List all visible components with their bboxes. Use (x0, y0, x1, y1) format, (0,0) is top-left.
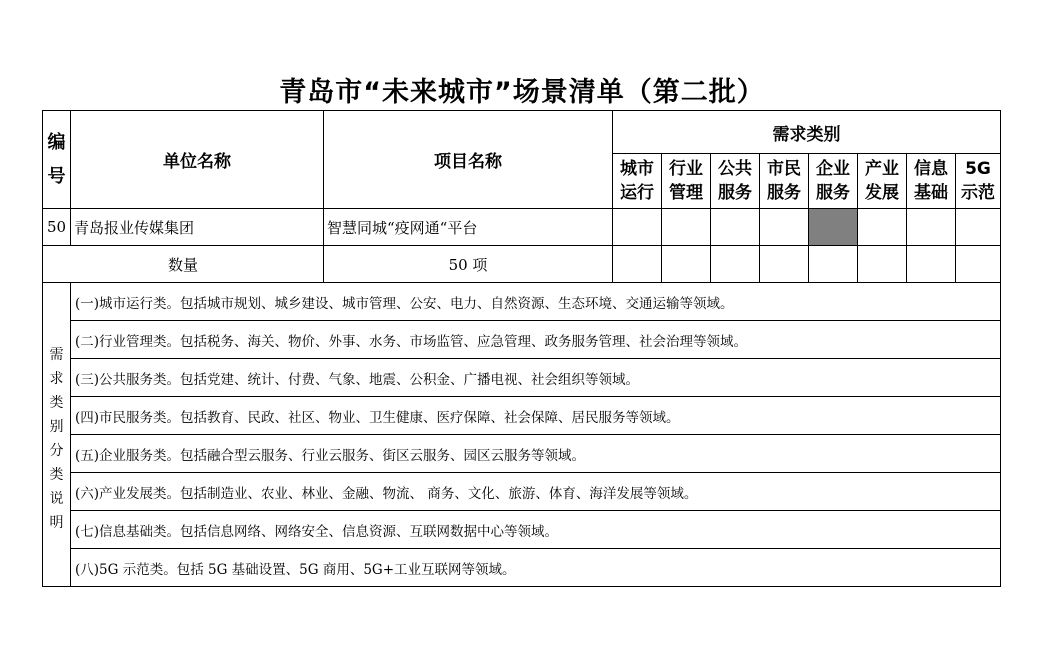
row-cell-info-infrastructure (907, 209, 956, 246)
note-item: (四)市民服务类。包括教育、民政、社区、物业、卫生健康、医疗保障、社会保障、居民服务等领域。 (71, 397, 1001, 435)
category-info-infrastructure: 信息 基础 (907, 154, 956, 209)
header-demand-category: 需求类别 (613, 111, 1001, 154)
row-no: 50 (43, 209, 71, 246)
document-title: 青岛市“未来城市”场景清单（第二批） (279, 77, 765, 108)
header-project-name: 项目名称 (324, 111, 613, 209)
row-project-name: 智慧同城“疫网通“平台 (324, 209, 613, 246)
header-unit-name: 单位名称 (71, 111, 324, 209)
category-citizen-service: 市民 服务 (760, 154, 809, 209)
category-5g-demo: 5G 示范 (956, 154, 1001, 209)
note-item: (一)城市运行类。包括城市规划、城乡建设、城市管理、公安、电力、自然资源、生态环境、交通运输等领域。 (71, 283, 1001, 321)
note-item: (七)信息基础类。包括信息网络、网络安全、信息资源、互联网数据中心等领域。 (71, 511, 1001, 549)
row-cell-industry-development (858, 209, 907, 246)
category-enterprise-service: 企业 服务 (809, 154, 858, 209)
row-cell-city-operation (613, 209, 662, 246)
note-item: (八)5G 示范类。包括 5G 基础设置、5G 商用、5G+工业互联网等领域。 (71, 549, 1001, 587)
row-cell-industry-management (662, 209, 711, 246)
row-cell-public-service (711, 209, 760, 246)
count-value: 50 项 (324, 246, 613, 283)
category-city-operation: 城市 运行 (613, 154, 662, 209)
note-item: (二)行业管理类。包括税务、海关、物价、外事、水务、市场监管、应急管理、政务服务管理、社会治理等领域。 (71, 321, 1001, 359)
header-no: 编 号 (43, 111, 71, 209)
row-cell-citizen-service (760, 209, 809, 246)
notes-label: 需 求 类 别 分 类 说 明 (43, 283, 71, 587)
row-cell-enterprise-service-marked (809, 209, 858, 246)
note-item: (六)产业发展类。包括制造业、农业、林业、金融、物流、 商务、文化、旅游、体育、海洋发展等领域。 (71, 473, 1001, 511)
note-item: (三)公共服务类。包括党建、统计、付费、气象、地震、公积金、广播电视、社会组织等领域。 (71, 359, 1001, 397)
row-unit-name: 青岛报业传媒集团 (71, 209, 324, 246)
note-item: (五)企业服务类。包括融合型云服务、行业云服务、街区云服务、园区云服务等领域。 (71, 435, 1001, 473)
category-industry-development: 产业 发展 (858, 154, 907, 209)
scenario-table (42, 110, 1001, 587)
category-industry-management: 行业 管理 (662, 154, 711, 209)
count-label: 数量 (43, 246, 324, 283)
category-public-service: 公共 服务 (711, 154, 760, 209)
table-row (43, 209, 1001, 246)
count-row (43, 246, 1001, 283)
row-cell-5g-demo (956, 209, 1001, 246)
